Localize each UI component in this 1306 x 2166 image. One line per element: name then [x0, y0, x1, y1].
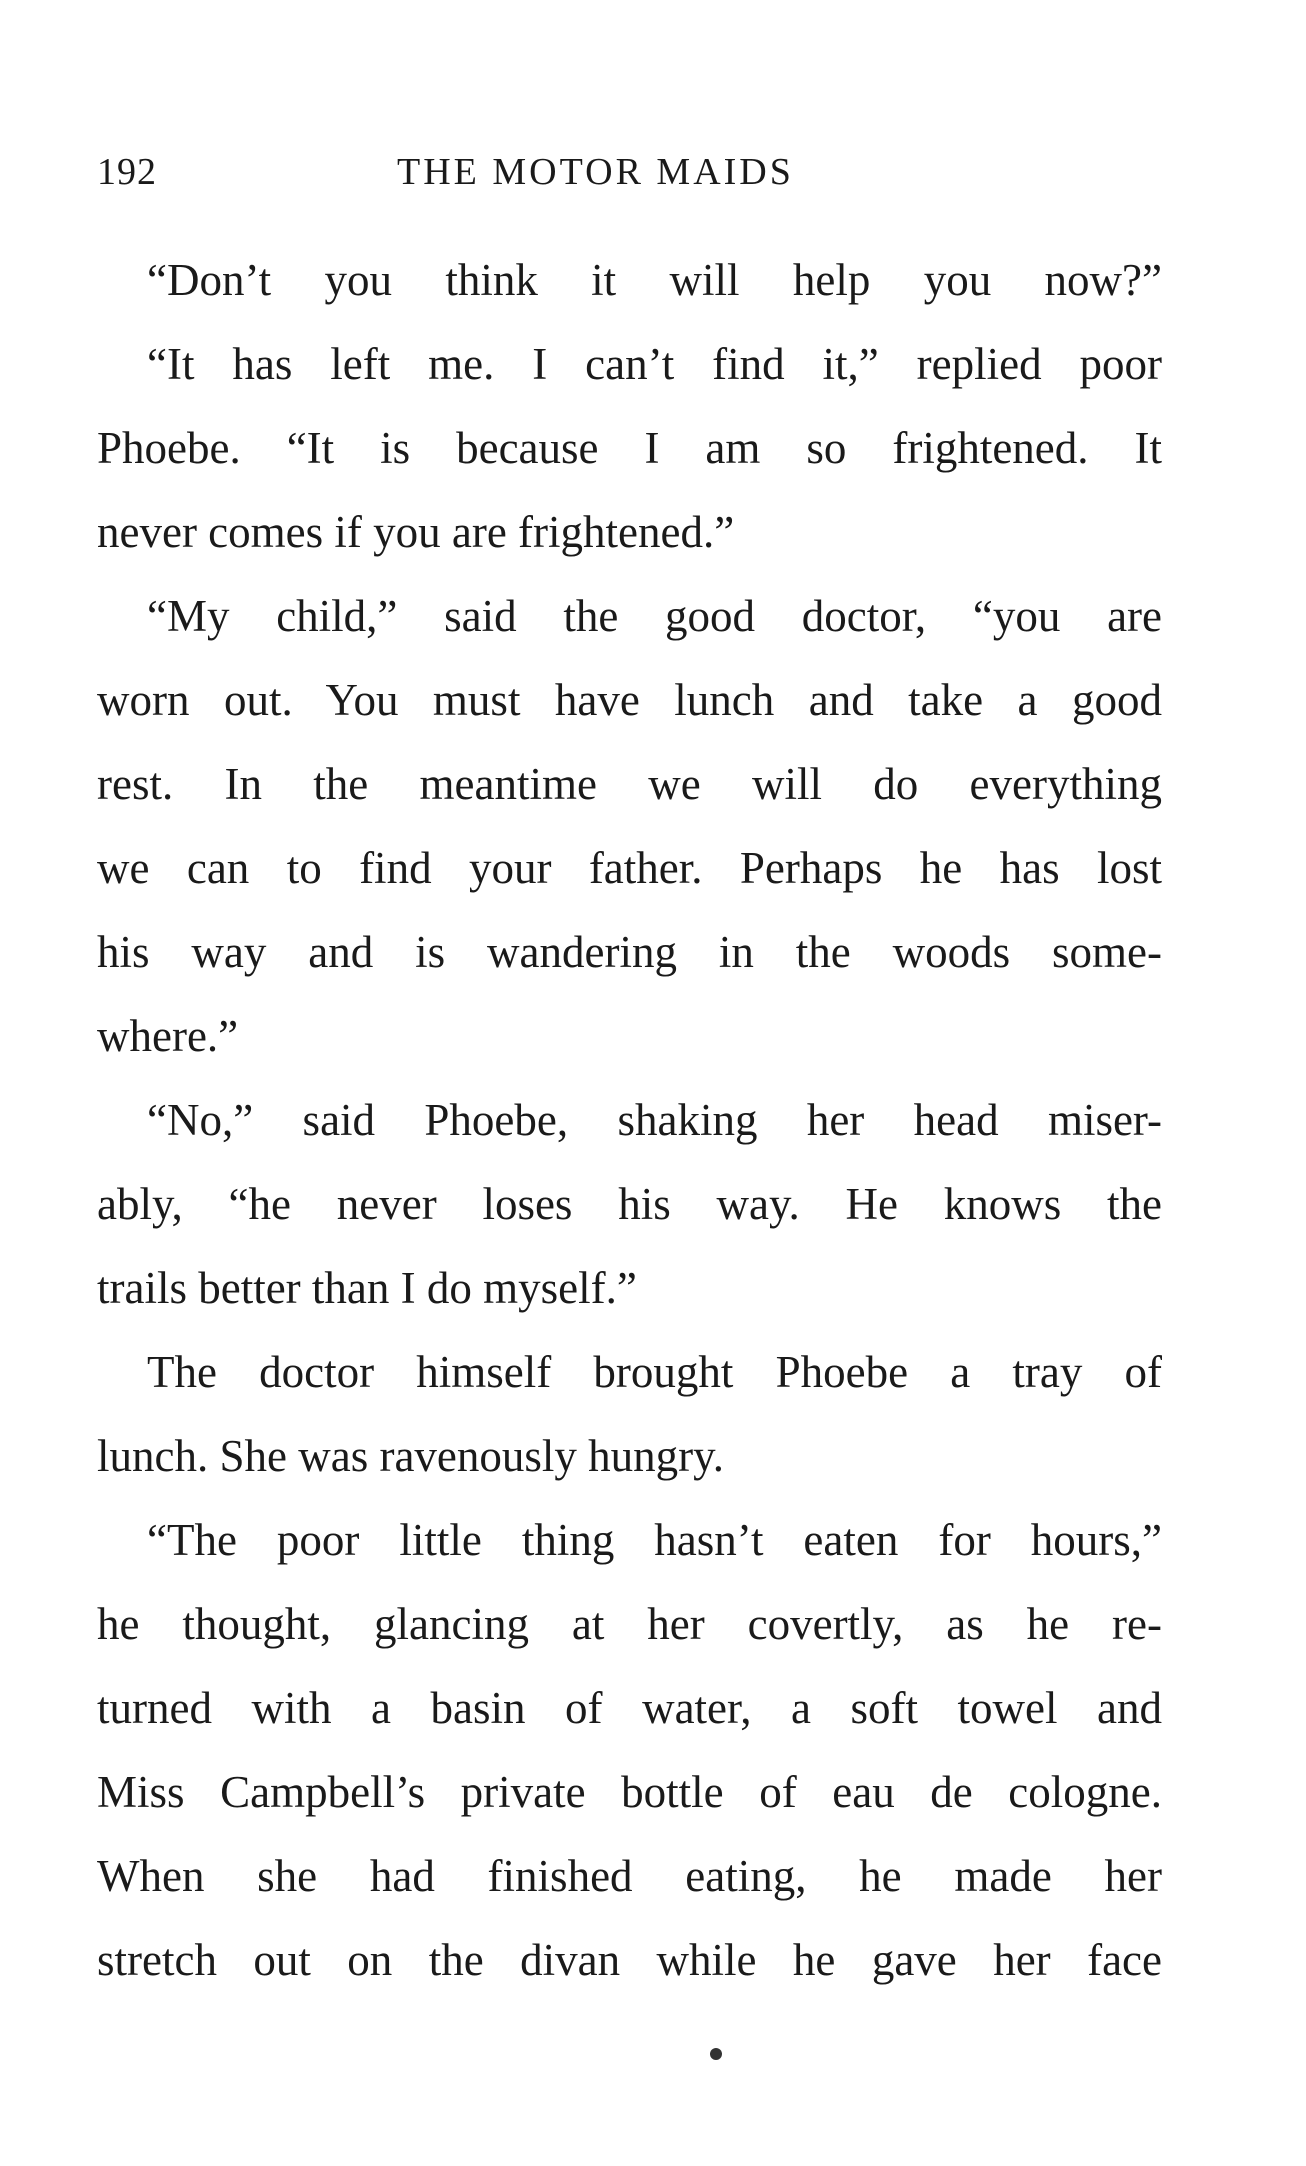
page-number: 192 — [97, 151, 157, 193]
text-line: we can to find your father. Perhaps he has lost — [97, 843, 1162, 893]
text-line: stretch out on the divan while he gave her face — [97, 1935, 1162, 1985]
text-line: When she had finished eating, he made her — [97, 1851, 1162, 1901]
text-line: lunch. She was ravenously hungry. — [97, 1431, 724, 1481]
text-line: Phoebe. “It is because I am so frightened. It — [97, 423, 1162, 473]
text-line: where.” — [97, 1011, 239, 1061]
text-line: ably, “he never loses his way. He knows the — [97, 1179, 1162, 1229]
text-line: trails better than I do myself.” — [97, 1263, 637, 1313]
page-header — [97, 150, 1162, 206]
body-text — [97, 238, 1162, 2002]
text-line: “It has left me. I can’t find it,” replied poor — [147, 339, 1162, 389]
ink-speck — [710, 2048, 722, 2060]
running-head: THE MOTOR MAIDS — [397, 151, 794, 193]
text-line: “The poor little thing hasn’t eaten for hours,” — [147, 1515, 1162, 1565]
text-line: The doctor himself brought Phoebe a tray of — [147, 1347, 1162, 1397]
text-line: “My child,” said the good doctor, “you are — [147, 591, 1162, 641]
text-line: “No,” said Phoebe, shaking her head miser- — [147, 1095, 1162, 1145]
text-line: never comes if you are frightened.” — [97, 507, 735, 557]
text-line: “Don’t you think it will help you now?” — [147, 255, 1162, 305]
text-line: Miss Campbell’s private bottle of eau de cologne. — [97, 1767, 1162, 1817]
text-line: turned with a basin of water, a soft towel and — [97, 1683, 1162, 1733]
text-line: his way and is wandering in the woods some- — [97, 927, 1162, 977]
text-line: he thought, glancing at her covertly, as he re- — [97, 1599, 1162, 1649]
text-line: worn out. You must have lunch and take a good — [97, 675, 1162, 725]
text-line: rest. In the meantime we will do everything — [97, 759, 1162, 809]
